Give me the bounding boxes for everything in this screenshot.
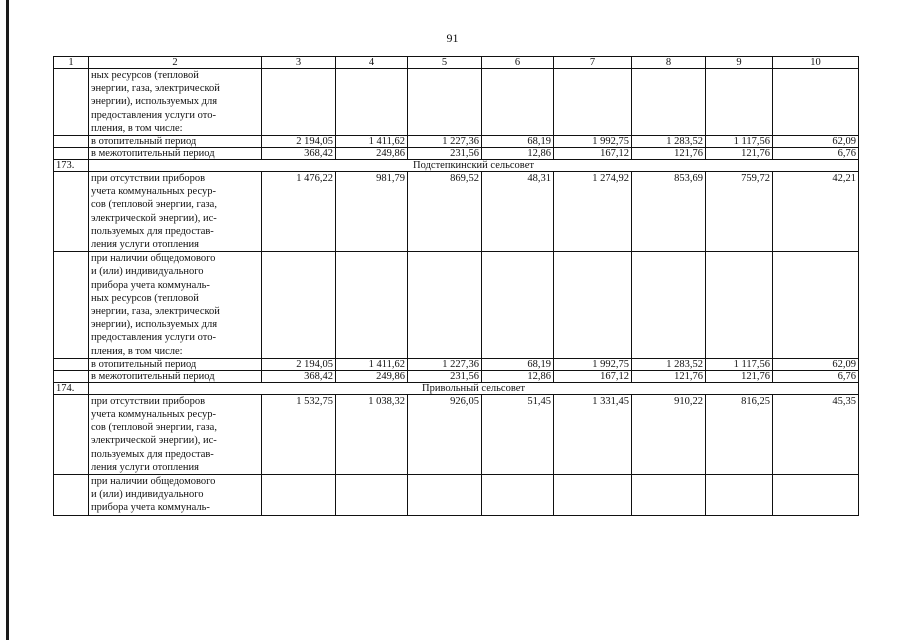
table-row	[54, 136, 859, 148]
description-line: при отсутствии приборов	[91, 395, 206, 407]
value-cell-col-7: 1 274,92	[554, 172, 632, 252]
value-cell-col-7	[554, 252, 632, 359]
section-title: Подстепкинский сельсовет	[89, 160, 859, 172]
value-cell-col-3: 368,42	[262, 370, 336, 382]
row-description	[89, 370, 262, 382]
row-description	[89, 148, 262, 160]
value-cell-col-8: 121,76	[632, 370, 706, 382]
value-cell-col-5: 869,52	[408, 172, 482, 252]
value-cell-col-6: 51,45	[482, 394, 554, 474]
page-edge-rule	[6, 0, 9, 640]
value-cell-col-10: 45,35	[773, 394, 859, 474]
description-line: учета коммунальных ресур-	[91, 409, 216, 421]
row-index	[54, 475, 89, 516]
value-cell-col-8	[632, 475, 706, 516]
value-cell-col-6: 12,86	[482, 148, 554, 160]
value-cell-col-10: 6,76	[773, 370, 859, 382]
description-line: и (или) индивидуального	[91, 266, 204, 278]
description-line: учета коммунальных ресур-	[91, 186, 216, 198]
description-line: энергии), используемых для	[91, 96, 218, 108]
value-cell-col-3: 1 532,75	[262, 394, 336, 474]
row-description	[89, 475, 262, 516]
description-line: пользуемых для предостав-	[91, 225, 214, 237]
row-index	[54, 172, 89, 252]
description-line: в отопительный период	[91, 358, 197, 370]
section-index: 174.	[54, 382, 89, 394]
value-cell-col-10	[773, 252, 859, 359]
description-line: в отопительный период	[91, 136, 197, 148]
value-cell-col-9: 121,76	[706, 148, 773, 160]
description-line: в межотопительный период	[91, 148, 215, 160]
description-line: ных ресурсов (тепловой	[91, 70, 199, 81]
value-cell-col-3: 1 476,22	[262, 172, 336, 252]
value-cell-col-4	[336, 475, 408, 516]
description-line: сов (тепловой энергии, газа,	[91, 199, 217, 211]
value-cell-col-9: 816,25	[706, 394, 773, 474]
value-cell-col-10: 6,76	[773, 148, 859, 160]
description-line: пления, в том числе:	[91, 345, 183, 357]
column-number-4: 4	[336, 57, 408, 69]
tariff-table	[53, 56, 859, 516]
section-index: 173.	[54, 160, 89, 172]
value-cell-col-9: 1 117,56	[706, 358, 773, 370]
value-cell-col-7: 1 992,75	[554, 136, 632, 148]
column-number-1: 1	[54, 57, 89, 69]
page-number: 91	[446, 31, 459, 45]
value-cell-col-7: 167,12	[554, 148, 632, 160]
row-description	[89, 172, 262, 252]
row-index	[54, 69, 89, 136]
value-cell-col-6: 68,19	[482, 358, 554, 370]
description-line: пользуемых для предостав-	[91, 448, 214, 460]
value-cell-col-8: 910,22	[632, 394, 706, 474]
section-row	[54, 160, 859, 172]
value-cell-col-9: 759,72	[706, 172, 773, 252]
row-description	[89, 358, 262, 370]
row-index	[54, 370, 89, 382]
value-cell-col-4: 1 411,62	[336, 136, 408, 148]
description-line: энергии, газа, электрической	[91, 306, 220, 318]
description-line: при наличии общедомового	[91, 253, 216, 265]
row-index	[54, 148, 89, 160]
value-cell-col-6: 68,19	[482, 136, 554, 148]
value-cell-col-10: 42,21	[773, 172, 859, 252]
description-line: пления, в том числе:	[91, 122, 183, 134]
row-description	[89, 394, 262, 474]
section-title: Привольный сельсовет	[89, 382, 859, 394]
description-line: и (или) индивидуального	[91, 489, 204, 501]
value-cell-col-5: 1 227,36	[408, 358, 482, 370]
row-index	[54, 136, 89, 148]
description-line: энергии, газа, электрической	[91, 83, 220, 95]
value-cell-col-3	[262, 252, 336, 359]
description-line: предоставления услуги ото-	[91, 332, 216, 344]
table-row	[54, 252, 859, 359]
value-cell-col-3: 2 194,05	[262, 136, 336, 148]
row-description	[89, 252, 262, 359]
value-cell-col-3: 2 194,05	[262, 358, 336, 370]
value-cell-col-4: 1 038,32	[336, 394, 408, 474]
value-cell-col-7: 167,12	[554, 370, 632, 382]
row-description	[89, 69, 262, 136]
row-index	[54, 394, 89, 474]
value-cell-col-5: 231,56	[408, 370, 482, 382]
value-cell-col-4: 1 411,62	[336, 358, 408, 370]
row-index	[54, 358, 89, 370]
value-cell-col-8	[632, 252, 706, 359]
value-cell-col-9	[706, 69, 773, 136]
value-cell-col-6	[482, 475, 554, 516]
description-line: прибора учета коммуналь-	[91, 279, 210, 291]
value-cell-col-7: 1 992,75	[554, 358, 632, 370]
column-number-8: 8	[632, 57, 706, 69]
column-number-9: 9	[706, 57, 773, 69]
value-cell-col-4: 981,79	[336, 172, 408, 252]
value-cell-col-9: 1 117,56	[706, 136, 773, 148]
column-number-6: 6	[482, 57, 554, 69]
value-cell-col-8	[632, 69, 706, 136]
value-cell-col-3	[262, 69, 336, 136]
description-line: сов (тепловой энергии, газа,	[91, 422, 217, 434]
value-cell-col-6: 48,31	[482, 172, 554, 252]
description-line: энергии), используемых для	[91, 319, 218, 331]
row-description	[89, 136, 262, 148]
value-cell-col-5: 231,56	[408, 148, 482, 160]
value-cell-col-8: 1 283,52	[632, 358, 706, 370]
table-row	[54, 148, 859, 160]
column-number-5: 5	[408, 57, 482, 69]
table-row	[54, 394, 859, 474]
table-row	[54, 370, 859, 382]
value-cell-col-3	[262, 475, 336, 516]
value-cell-col-7: 1 331,45	[554, 394, 632, 474]
value-cell-col-9: 121,76	[706, 370, 773, 382]
value-cell-col-8: 1 283,52	[632, 136, 706, 148]
table-row	[54, 69, 859, 136]
value-cell-col-4	[336, 69, 408, 136]
value-cell-col-5: 926,05	[408, 394, 482, 474]
value-cell-col-6	[482, 69, 554, 136]
column-number-2: 2	[89, 57, 262, 69]
column-number-row	[54, 57, 859, 69]
value-cell-col-6	[482, 252, 554, 359]
table-row	[54, 475, 859, 516]
value-cell-col-9	[706, 475, 773, 516]
value-cell-col-10	[773, 69, 859, 136]
description-line: электрической энергии), ис-	[91, 212, 217, 224]
description-line: при наличии общедомового	[91, 476, 216, 488]
value-cell-col-6: 12,86	[482, 370, 554, 382]
description-line: предоставления услуги ото-	[91, 109, 216, 121]
description-line: ления услуги отопления	[91, 461, 199, 473]
value-cell-col-8: 121,76	[632, 148, 706, 160]
value-cell-col-10: 62,09	[773, 136, 859, 148]
value-cell-col-5: 1 227,36	[408, 136, 482, 148]
description-line: при отсутствии приборов	[91, 173, 206, 185]
value-cell-col-9	[706, 252, 773, 359]
value-cell-col-4	[336, 252, 408, 359]
column-number-3: 3	[262, 57, 336, 69]
value-cell-col-10: 62,09	[773, 358, 859, 370]
table-row	[54, 172, 859, 252]
column-number-7: 7	[554, 57, 632, 69]
description-line: электрической энергии), ис-	[91, 435, 217, 447]
description-line: ления услуги отопления	[91, 239, 199, 251]
description-line: прибора учета коммуналь-	[91, 502, 210, 514]
description-line: ных ресурсов (тепловой	[91, 292, 199, 304]
row-index	[54, 252, 89, 359]
value-cell-col-7	[554, 69, 632, 136]
description-line: в межотопительный период	[91, 370, 215, 382]
table-row	[54, 358, 859, 370]
value-cell-col-7	[554, 475, 632, 516]
column-number-10: 10	[773, 57, 859, 69]
value-cell-col-5	[408, 252, 482, 359]
value-cell-col-3: 368,42	[262, 148, 336, 160]
value-cell-col-4: 249,86	[336, 370, 408, 382]
value-cell-col-5	[408, 475, 482, 516]
section-row	[54, 382, 859, 394]
value-cell-col-8: 853,69	[632, 172, 706, 252]
value-cell-col-5	[408, 69, 482, 136]
value-cell-col-4: 249,86	[336, 148, 408, 160]
value-cell-col-10	[773, 475, 859, 516]
